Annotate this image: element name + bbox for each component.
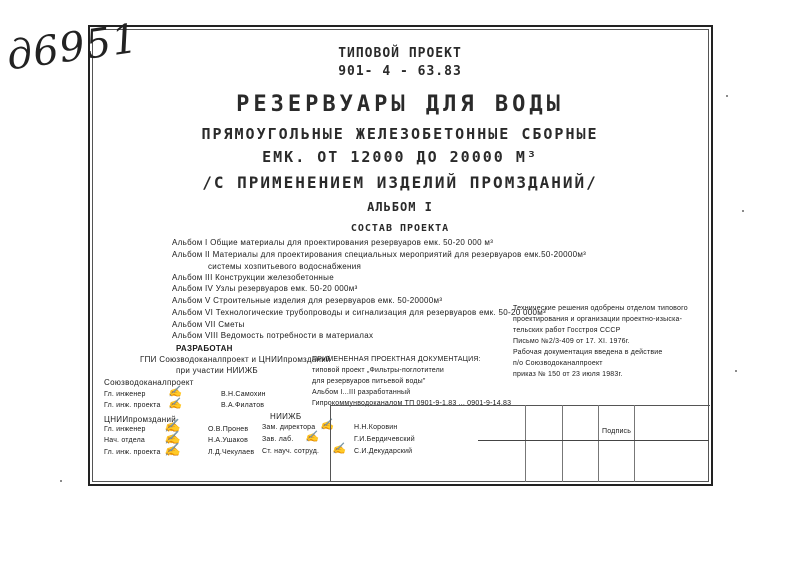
signature-mark: ✍: [164, 419, 181, 434]
approval-line: Письмо №2/3-409 от 17. XI. 1976г.: [513, 338, 630, 345]
role-label: Гл. инж. проекта: [104, 402, 161, 409]
composition-heading: СОСТАВ ПРОЕКТА: [350, 223, 450, 234]
signature-mark: ✍: [164, 443, 181, 458]
developers-heading: РАЗРАБОТАН: [176, 344, 233, 353]
approval-line: Технические решения одобрены отделом типового: [513, 305, 688, 312]
subtitle-line-3: /С ПРИМЕНЕНИЕМ ИЗДЕЛИЙ ПРОМЗДАНИЙ/: [202, 173, 598, 192]
approval-line: проектирования и организации проектно-изыска-: [513, 316, 683, 323]
composition-item: Альбом II Материалы для проектирования специальных мероприятий для резервуаров емк.50-20000м³: [172, 250, 587, 259]
applied-docs-line: для резервуаров питьевой воды": [312, 378, 426, 385]
applied-docs-heading: ПРИМЕНЕННАЯ ПРОЕКТНАЯ ДОКУМЕНТАЦИЯ:: [312, 356, 481, 363]
composition-item: Альбом VI Технологические трубопроводы и сигнализация для резервуаров емк. 50-20 000м³: [172, 308, 546, 317]
role-name: Н.А.Ушаков: [208, 437, 249, 444]
handwritten-archive-number: д6951: [4, 15, 142, 80]
developer-org-3: НИИЖБ: [270, 412, 302, 421]
project-number: 901- 4 - 63.83: [338, 64, 462, 79]
title-block-divider: [525, 405, 526, 482]
role-label: Гл. инж. проекта: [104, 449, 161, 456]
role-label: Нач. отдела: [104, 437, 145, 444]
approval-line: тельских работ Госстроя СССР: [513, 327, 621, 334]
title-block-divider: [562, 405, 563, 482]
role-name: О.В.Пронев: [208, 426, 249, 433]
signature-mark: ✍: [305, 430, 319, 443]
subtitle-line-1: ПРЯМОУГОЛЬНЫЕ ЖЕЛЕЗОБЕТОННЫЕ СБОРНЫЕ: [201, 125, 599, 143]
applied-docs-line: типовой проект „Фильтры-поглотители: [312, 367, 445, 374]
document-title: РЕЗЕРВУАРЫ ДЛЯ ВОДЫ: [236, 92, 564, 117]
approval-line: Рабочая документация введена в действие: [513, 349, 663, 356]
approval-line: п/о Союзводоканалпроект: [513, 360, 603, 367]
role-name: Г.И.Бердичевский: [354, 436, 415, 443]
role-label: Гл. инженер: [104, 426, 146, 433]
composition-item: Альбом III Конструкции железобетонные: [172, 273, 334, 282]
composition-item: системы хозпитьевого водоснабжения: [208, 262, 362, 271]
approval-line: приказ № 150 от 23 июля 1983г.: [513, 371, 623, 378]
project-line-1: ТИПОВОЙ ПРОЕКТ: [338, 46, 462, 61]
role-name: В.А.Филатов: [221, 402, 265, 409]
developer-org-1: Союзводоканалпроект: [104, 378, 194, 387]
role-label: Гл. инженер: [104, 391, 146, 398]
role-name: С.И.Декударский: [354, 448, 413, 455]
developers-line-2: при участии НИИЖБ: [176, 366, 258, 375]
role-name: Л.Д.Чекулаев: [208, 449, 255, 456]
composition-item: Альбом V Строительные изделия для резервуаров емк. 50-20000м³: [172, 296, 443, 305]
scan-speck: [60, 480, 62, 482]
signature-mark: ✍: [168, 397, 182, 410]
role-label: Ст. науч. сотруд.: [262, 448, 320, 455]
developers-line-1: ГПИ Союзводоканалпроект и ЦНИИпромзданий: [140, 355, 331, 364]
scan-speck: [726, 95, 728, 97]
scan-speck: [735, 370, 737, 372]
applied-docs-line: Альбом I...III разработанный: [312, 389, 411, 396]
subtitle-line-2: ЕМК. ОТ 12000 ДО 20000 М³: [262, 148, 538, 166]
role-label: Зав. лаб.: [262, 436, 294, 443]
title-block-divider: [634, 405, 635, 482]
scan-speck: [742, 210, 744, 212]
title-block-divider: [598, 405, 599, 482]
title-block-rule: [478, 440, 709, 441]
composition-item: Альбом VIII Ведомость потребности в материалах: [172, 331, 374, 340]
title-block: [330, 405, 710, 482]
role-name: В.Н.Самохин: [221, 391, 266, 398]
composition-item: Альбом VII Сметы: [172, 320, 245, 329]
signature-mark: ✍: [320, 418, 334, 431]
signature-mark: ✍: [164, 431, 181, 446]
composition-item: Альбом IV Узлы резервуаров емк. 50-20 000м³: [172, 284, 358, 293]
stamp-label: Подпись: [602, 428, 632, 435]
composition-item: Альбом I Общие материалы для проектирования резервуаров емк. 50-20 000 м³: [172, 238, 494, 247]
signature-mark: ✍: [332, 442, 346, 455]
developer-org-2: ЦНИИпромзданий: [104, 415, 177, 424]
role-name: Н.Н.Коровин: [354, 424, 398, 431]
signature-mark: ✍: [168, 385, 182, 398]
role-label: Зам. директора: [262, 424, 316, 431]
album-label: АЛЬБОМ I: [367, 200, 433, 214]
applied-docs-line: Гипрокоммунводоканалом ТП 0901-9-1.83 ... 0901-9-14.83: [312, 400, 512, 407]
